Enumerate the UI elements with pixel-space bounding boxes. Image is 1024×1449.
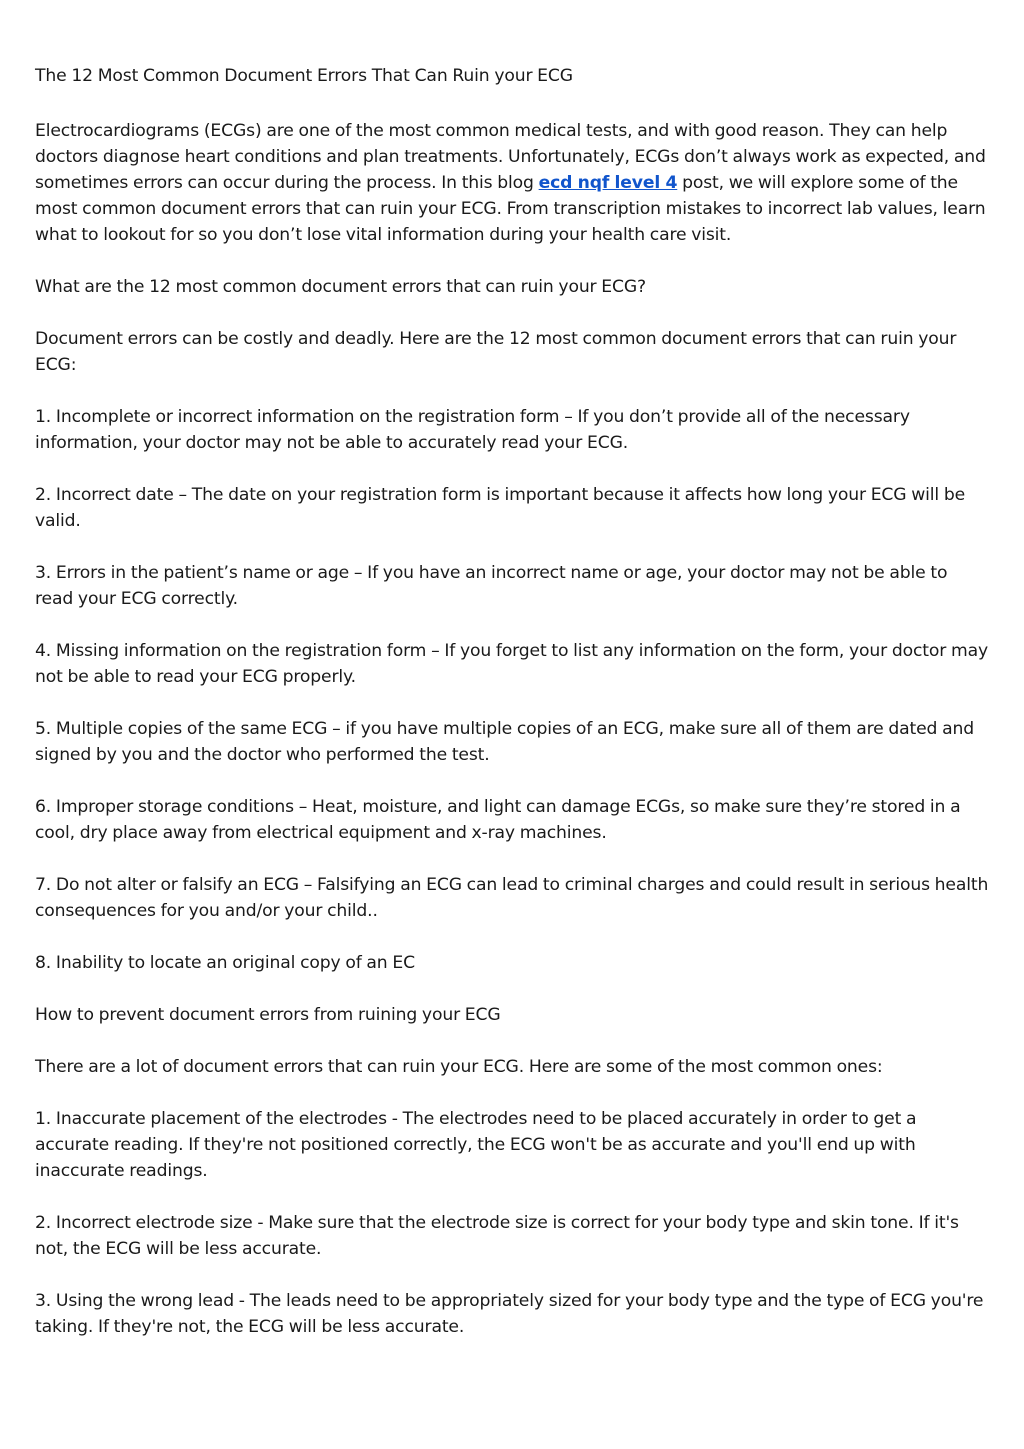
section2-item-1: 1. Inaccurate placement of the electrodes - The electrodes need to be placed accurately in order to get a accurate reading. If they're not positioned correctly, the ECG won't be as accurate and you'll end up with inaccurate readings. <box>35 1109 917 1181</box>
section2-item-2: 2. Incorrect electrode size - Make sure that the electrode size is correct for your body type and skin tone. If it's not, the ECG will be less accurate. <box>35 1213 959 1259</box>
section1-item-3: 3. Errors in the patient’s name or age – If you have an incorrect name or age, your doctor may not be able to read your ECG correctly. <box>35 563 948 609</box>
section1-item-8: 8. Inability to locate an original copy of an EC <box>35 953 415 973</box>
section1-item-5: 5. Multiple copies of the same ECG – if you have multiple copies of an ECG, make sure all of them are dated and signed by you and the doctor who performed the test. <box>35 719 974 765</box>
section1-item-2: 2. Incorrect date – The date on your registration form is important because it affects how long your ECG will be valid. <box>35 485 966 531</box>
section2-heading: How to prevent document errors from ruining your ECG <box>35 1005 501 1025</box>
section1-item-4: 4. Missing information on the registration form – If you forget to list any information on the form, your doctor may not be able to read your ECG properly. <box>35 641 988 687</box>
section1-heading: What are the 12 most common document errors that can ruin your ECG? <box>35 277 646 297</box>
document-title: The 12 Most Common Document Errors That Can Ruin your ECG <box>35 66 573 86</box>
section2-intro: There are a lot of document errors that can ruin your ECG. Here are some of the most common ones: <box>35 1057 883 1077</box>
intro-text-before-link: Electrocardiograms (ECGs) are one of the most common medical tests, and with good reason. They can help doctors diagnose heart conditions and plan treatments. Unfortunately, ECGs don’t always work as expected, and sometimes errors can occur during the process. In this blog <box>35 121 986 193</box>
section1-item-7: 7. Do not alter or falsify an ECG – Falsifying an ECG can lead to criminal charges and could result in serious health consequences for you and/or your child.. <box>35 875 989 921</box>
section1-item-6: 6. Improper storage conditions – Heat, moisture, and light can damage ECGs, so make sure they’re stored in a cool, dry place away from electrical equipment and x-ray machines. <box>35 797 961 843</box>
section1-intro: Document errors can be costly and deadly. Here are the 12 most common document errors that can ruin your ECG: <box>35 329 957 375</box>
section1-item-1: 1. Incomplete or incorrect information on the registration form – If you don’t provide all of the necessary information, your doctor may not be able to accurately read your ECG. <box>35 407 910 453</box>
intro-paragraph <box>35 118 990 248</box>
ecd-nqf-level-4-link[interactable]: ecd nqf level 4 <box>538 173 678 193</box>
intro-text-after-link: post, we will explore some of the most common document errors that can ruin your ECG. From transcription mistakes to incorrect lab values, learn what to lookout for so you don’t lose vital information during your health care visit. <box>35 173 986 245</box>
section2-item-3: 3. Using the wrong lead - The leads need to be appropriately sized for your body type and the type of ECG you're taking. If they're not, the ECG will be less accurate. <box>35 1291 984 1337</box>
